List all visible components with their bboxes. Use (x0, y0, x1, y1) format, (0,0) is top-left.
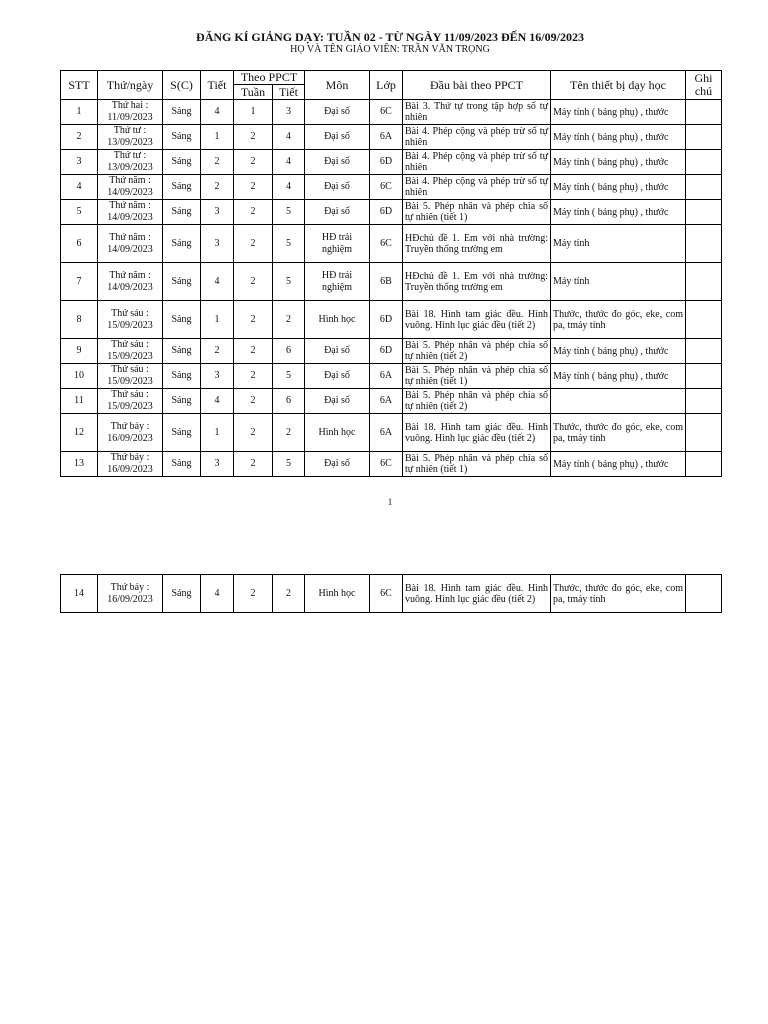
cell-day: Thứ sáu : 15/09/2023 (98, 301, 163, 339)
cell-subject: Hình học (305, 301, 370, 339)
cell-period: 3 (201, 225, 234, 263)
table-row (61, 452, 722, 477)
cell-session: Sáng (163, 225, 201, 263)
cell-ppct-week: 1 (234, 100, 273, 125)
cell-ppct-week: 2 (234, 263, 273, 301)
cell-lesson: Bài 18. Hình tam giác đều. Hình vuông. Hình lục giác đều (tiết 2) (403, 414, 551, 452)
cell-stt: 14 (61, 575, 98, 613)
cell-note (686, 389, 722, 414)
cell-class: 6C (370, 225, 403, 263)
cell-ppct-week: 2 (234, 364, 273, 389)
cell-equipment (551, 389, 686, 414)
teacher-name: HỌ VÀ TÊN GIÁO VIÊN: TRẦN VĂN TRỌNG (290, 44, 490, 55)
cell-ppct-week: 2 (234, 414, 273, 452)
cell-ppct-period: 3 (273, 100, 305, 125)
cell-note (686, 125, 722, 150)
cell-session: Sáng (163, 200, 201, 225)
cell-note (686, 575, 722, 613)
cell-day: Thứ tư : 13/09/2023 (98, 125, 163, 150)
cell-equipment: Máy tính ( bảng phụ) , thước (551, 452, 686, 477)
cell-day: Thứ hai : 11/09/2023 (98, 100, 163, 125)
cell-class: 6A (370, 414, 403, 452)
cell-class: 6C (370, 452, 403, 477)
cell-class: 6C (370, 175, 403, 200)
cell-note (686, 100, 722, 125)
col-class: Lớp (370, 71, 403, 100)
cell-note (686, 339, 722, 364)
cell-subject: Đại số (305, 175, 370, 200)
cell-subject: Đại số (305, 389, 370, 414)
cell-lesson: Bài 4. Phép cộng và phép trừ số tự nhiên (403, 175, 551, 200)
col-ppct-period: Tiết (273, 85, 305, 100)
cell-period: 2 (201, 339, 234, 364)
cell-note (686, 263, 722, 301)
cell-class: 6D (370, 301, 403, 339)
cell-lesson: Bài 5. Phép nhân và phép chia số tự nhiên (tiết 1) (403, 200, 551, 225)
cell-ppct-period: 6 (273, 389, 305, 414)
cell-subject: Đại số (305, 452, 370, 477)
cell-stt: 11 (61, 389, 98, 414)
cell-ppct-week: 2 (234, 225, 273, 263)
cell-period: 2 (201, 150, 234, 175)
cell-equipment: Máy tính ( bảng phụ) , thước (551, 200, 686, 225)
cell-note (686, 364, 722, 389)
cell-ppct-period: 6 (273, 339, 305, 364)
cell-stt: 7 (61, 263, 98, 301)
col-note: Ghi chú (686, 71, 722, 100)
cell-day: Thứ sáu : 15/09/2023 (98, 389, 163, 414)
table-row (61, 414, 722, 452)
col-ppct: Theo PPCT (234, 71, 305, 85)
col-subject: Môn (305, 71, 370, 100)
cell-subject: Hình học (305, 414, 370, 452)
cell-session: Sáng (163, 125, 201, 150)
cell-subject: Đại số (305, 339, 370, 364)
cell-day: Thứ sáu : 15/09/2023 (98, 364, 163, 389)
cell-ppct-week: 2 (234, 575, 273, 613)
cell-ppct-week: 2 (234, 452, 273, 477)
cell-subject: Đại số (305, 200, 370, 225)
cell-subject: Đại số (305, 125, 370, 150)
table-row (61, 125, 722, 150)
cell-day: Thứ năm : 14/09/2023 (98, 200, 163, 225)
cell-subject: HĐ trải nghiệm (305, 225, 370, 263)
cell-ppct-period: 5 (273, 364, 305, 389)
cell-day: Thứ tư : 13/09/2023 (98, 150, 163, 175)
cell-ppct-period: 5 (273, 200, 305, 225)
cell-note (686, 414, 722, 452)
cell-session: Sáng (163, 364, 201, 389)
cell-day: Thứ năm : 14/09/2023 (98, 175, 163, 200)
cell-day: Thứ sáu : 15/09/2023 (98, 339, 163, 364)
cell-stt: 9 (61, 339, 98, 364)
cell-session: Sáng (163, 414, 201, 452)
col-ppct-week: Tuần (234, 85, 273, 100)
cell-equipment: Máy tính ( bảng phụ) , thước (551, 125, 686, 150)
table-row (61, 225, 722, 263)
cell-subject: Hình học (305, 575, 370, 613)
cell-session: Sáng (163, 263, 201, 301)
cell-ppct-period: 5 (273, 263, 305, 301)
cell-ppct-week: 2 (234, 301, 273, 339)
cell-note (686, 452, 722, 477)
page-title: ĐĂNG KÍ GIẢNG DẠY: TUẦN 02 - TỪ NGÀY 11/09/2023 ĐẾN 16/09/2023 (196, 30, 584, 44)
cell-stt: 8 (61, 301, 98, 339)
cell-equipment: Máy tính ( bảng phụ) , thước (551, 364, 686, 389)
cell-ppct-period: 2 (273, 575, 305, 613)
cell-day: Thứ bảy : 16/09/2023 (98, 414, 163, 452)
cell-lesson: Bài 4. Phép cộng và phép trừ số tự nhiên (403, 150, 551, 175)
cell-session: Sáng (163, 575, 201, 613)
cell-period: 1 (201, 301, 234, 339)
col-stt: STT (61, 71, 98, 100)
cell-day: Thứ năm : 14/09/2023 (98, 263, 163, 301)
cell-equipment: Thước, thước đo góc, eke, com pa, tmáy tính (551, 575, 686, 613)
cell-class: 6C (370, 575, 403, 613)
cell-lesson: Bài 18. Hình tam giác đều. Hình vuông. Hình lục giác đều (tiết 2) (403, 301, 551, 339)
cell-lesson: Bài 18. Hình tam giác đều. Hình vuông. Hình lục giác đều (tiết 2) (403, 575, 551, 613)
cell-subject: HĐ trải nghiệm (305, 263, 370, 301)
cell-ppct-period: 2 (273, 414, 305, 452)
col-equipment: Tên thiết bị dạy học (551, 71, 686, 100)
cell-ppct-week: 2 (234, 339, 273, 364)
cell-subject: Đại số (305, 100, 370, 125)
cell-period: 3 (201, 452, 234, 477)
table-row (61, 175, 722, 200)
cell-equipment: Máy tính ( bảng phụ) , thước (551, 100, 686, 125)
cell-note (686, 225, 722, 263)
cell-session: Sáng (163, 452, 201, 477)
cell-session: Sáng (163, 150, 201, 175)
cell-ppct-period: 2 (273, 301, 305, 339)
cell-note (686, 301, 722, 339)
table-row (61, 150, 722, 175)
cell-ppct-period: 5 (273, 225, 305, 263)
cell-stt: 3 (61, 150, 98, 175)
cell-lesson: HĐchủ đề 1. Em với nhà trường: Truyền thống trường em (403, 263, 551, 301)
cell-note (686, 175, 722, 200)
cell-stt: 6 (61, 225, 98, 263)
col-session: S(C) (163, 71, 201, 100)
col-day: Thứ/ngày (98, 71, 163, 100)
cell-stt: 5 (61, 200, 98, 225)
cell-period: 2 (201, 175, 234, 200)
cell-subject: Đại số (305, 364, 370, 389)
cell-session: Sáng (163, 339, 201, 364)
cell-class: 6D (370, 200, 403, 225)
cell-class: 6C (370, 100, 403, 125)
cell-ppct-period: 4 (273, 175, 305, 200)
cell-period: 4 (201, 575, 234, 613)
cell-stt: 13 (61, 452, 98, 477)
cell-stt: 12 (61, 414, 98, 452)
cell-ppct-week: 2 (234, 125, 273, 150)
cell-stt: 1 (61, 100, 98, 125)
cell-subject: Đại số (305, 150, 370, 175)
cell-ppct-week: 2 (234, 389, 273, 414)
table-row (61, 575, 722, 613)
cell-equipment: Thước, thước đo góc, eke, com pa, tmáy tính (551, 301, 686, 339)
cell-session: Sáng (163, 389, 201, 414)
cell-note (686, 150, 722, 175)
cell-stt: 2 (61, 125, 98, 150)
table-body-continued (61, 575, 722, 613)
cell-lesson: Bài 3. Thứ tự trong tập hợp số tự nhiên (403, 100, 551, 125)
page-number: 1 (387, 497, 393, 507)
cell-period: 4 (201, 100, 234, 125)
cell-period: 3 (201, 200, 234, 225)
cell-stt: 10 (61, 364, 98, 389)
cell-equipment: Máy tính (551, 263, 686, 301)
schedule-table-continued (60, 574, 722, 613)
cell-ppct-period: 4 (273, 150, 305, 175)
cell-period: 4 (201, 389, 234, 414)
cell-class: 6B (370, 263, 403, 301)
cell-class: 6A (370, 364, 403, 389)
table-row (61, 301, 722, 339)
table-body (61, 100, 722, 477)
cell-equipment: Máy tính ( bảng phụ) , thước (551, 150, 686, 175)
cell-ppct-period: 5 (273, 452, 305, 477)
cell-lesson: Bài 4. Phép cộng và phép trừ số tự nhiên (403, 125, 551, 150)
cell-ppct-week: 2 (234, 150, 273, 175)
cell-day: Thứ năm : 14/09/2023 (98, 225, 163, 263)
cell-session: Sáng (163, 301, 201, 339)
cell-session: Sáng (163, 175, 201, 200)
cell-lesson: Bài 5. Phép nhân và phép chia số tự nhiên (tiết 1) (403, 364, 551, 389)
cell-period: 1 (201, 125, 234, 150)
cell-lesson: HĐchủ đề 1. Em với nhà trường: Truyền thống trường em (403, 225, 551, 263)
cell-period: 1 (201, 414, 234, 452)
cell-class: 6D (370, 150, 403, 175)
col-lesson: Đầu bài theo PPCT (403, 71, 551, 100)
table-row (61, 100, 722, 125)
col-period: Tiết (201, 71, 234, 100)
table-row (61, 389, 722, 414)
cell-equipment: Máy tính (551, 225, 686, 263)
cell-lesson: Bài 5. Phép nhân và phép chia số tự nhiên (tiết 2) (403, 339, 551, 364)
table-header (61, 71, 722, 100)
cell-class: 6D (370, 339, 403, 364)
cell-class: 6A (370, 389, 403, 414)
table-row (61, 364, 722, 389)
table-row (61, 200, 722, 225)
cell-period: 4 (201, 263, 234, 301)
cell-ppct-week: 2 (234, 175, 273, 200)
cell-day: Thứ bảy : 16/09/2023 (98, 452, 163, 477)
cell-ppct-week: 2 (234, 200, 273, 225)
cell-note (686, 200, 722, 225)
cell-day: Thứ bảy : 16/09/2023 (98, 575, 163, 613)
cell-lesson: Bài 5. Phép nhân và phép chia số tự nhiên (tiết 2) (403, 389, 551, 414)
cell-equipment: Máy tính ( bảng phụ) , thước (551, 175, 686, 200)
cell-lesson: Bài 5. Phép nhân và phép chia số tự nhiên (tiết 1) (403, 452, 551, 477)
table-row (61, 263, 722, 301)
schedule-table (60, 70, 722, 477)
cell-ppct-period: 4 (273, 125, 305, 150)
cell-session: Sáng (163, 100, 201, 125)
table-row (61, 339, 722, 364)
cell-class: 6A (370, 125, 403, 150)
cell-stt: 4 (61, 175, 98, 200)
cell-period: 3 (201, 364, 234, 389)
cell-equipment: Thước, thước đo góc, eke, com pa, tmáy tính (551, 414, 686, 452)
cell-equipment: Máy tính ( bảng phụ) , thước (551, 339, 686, 364)
